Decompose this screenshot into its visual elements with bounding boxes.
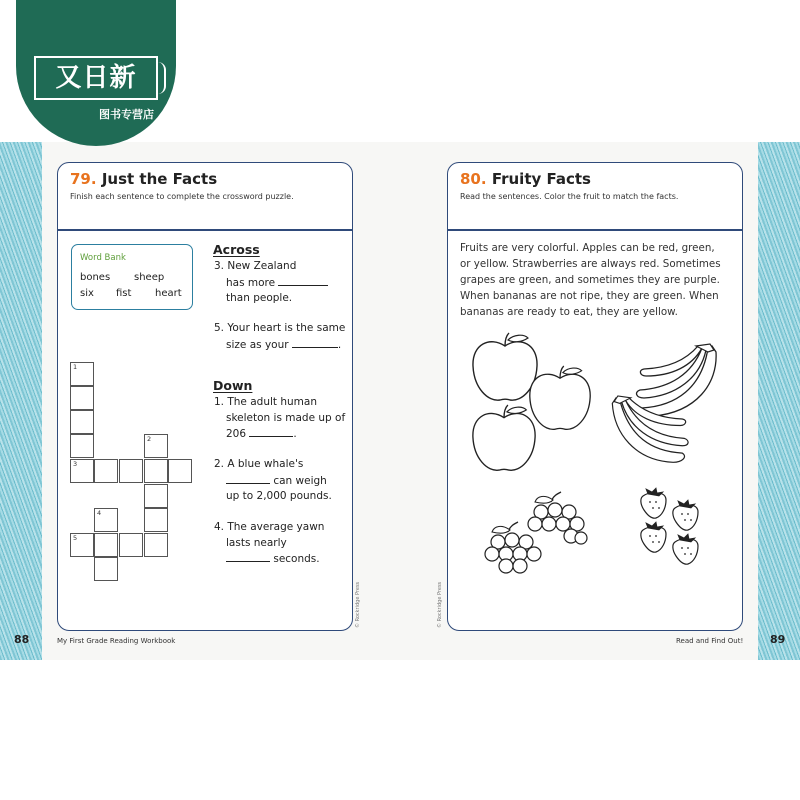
left-edge-stripe — [0, 142, 42, 660]
clue-text: . — [337, 338, 342, 351]
grapes-icon[interactable] — [484, 522, 546, 580]
clue-line: 1. The adult human — [214, 396, 317, 408]
crossword-cell[interactable] — [168, 459, 192, 483]
crossword-cell-number: 3 — [73, 460, 78, 468]
right-panel-divider — [447, 229, 743, 231]
right-activity-number: 80. — [460, 170, 487, 188]
clue-line — [214, 275, 328, 292]
down-heading: Down — [213, 378, 253, 393]
crossword-cell-number: 5 — [73, 534, 78, 542]
clue-text: can weigh — [273, 474, 327, 487]
crossword-cell[interactable] — [144, 459, 168, 483]
clue-line: 2. A blue whale's — [214, 458, 304, 470]
right-footer: Read and Find Out! — [676, 637, 744, 645]
strawberry-icon[interactable] — [638, 488, 668, 520]
banana-icon[interactable] — [610, 396, 692, 466]
right-activity-title — [460, 170, 591, 188]
paragraph-line: grapes are green, and sometimes they are purple. — [460, 274, 720, 286]
right-edge-stripe — [758, 142, 800, 660]
apple-icon[interactable] — [470, 404, 538, 474]
clue-line: 5. Your heart is the same — [214, 322, 346, 334]
paragraph-line: When bananas are not ripe, they are green. When — [460, 290, 719, 302]
left-panel-divider — [57, 229, 353, 231]
crossword-cell[interactable] — [70, 386, 94, 410]
store-logo-subtitle: 图书专营店 — [99, 108, 154, 121]
clue-text: size as your — [226, 338, 289, 351]
answer-blank — [226, 473, 270, 484]
paragraph-line: or yellow. Strawberries are always red. Sometimes — [460, 258, 721, 270]
left-activity-name: Just the Facts — [101, 170, 218, 188]
crossword-cell[interactable] — [94, 459, 118, 483]
word-bank-word: heart — [155, 288, 182, 299]
left-copyright: © Rockridge Press — [355, 581, 361, 628]
right-page-number: 89 — [770, 633, 786, 646]
clue-text: seconds. — [273, 553, 320, 566]
down-clue-2 — [214, 457, 332, 505]
fruit-facts-paragraph — [460, 240, 740, 320]
left-activity-number: 79. — [70, 170, 97, 188]
left-instructions: Finish each sentence to complete the crossword puzzle. — [70, 192, 294, 201]
strawberry-icon[interactable] — [638, 522, 668, 554]
crossword-cell[interactable] — [119, 459, 143, 483]
crossword-cell-number: 1 — [73, 363, 78, 371]
crossword-cell[interactable] — [94, 557, 118, 581]
answer-blank — [226, 551, 270, 562]
right-activity-name: Fruity Facts — [491, 170, 591, 188]
left-page-number: 88 — [14, 633, 30, 646]
right-copyright: © Rockridge Press — [437, 581, 443, 628]
clue-line: 3. New Zealand — [214, 260, 297, 272]
clue-line: lasts nearly — [226, 536, 287, 549]
strawberry-icon[interactable] — [670, 534, 700, 566]
clue-text: . — [293, 428, 297, 441]
crossword-cell[interactable] — [144, 508, 168, 532]
clue-line: up to 2,000 pounds. — [226, 490, 332, 503]
answer-blank — [249, 426, 293, 437]
word-bank-word: sheep — [134, 272, 165, 283]
store-logo-title: 又日新 — [55, 63, 137, 93]
clue-line: than people. — [226, 292, 293, 305]
down-clue-1 — [214, 395, 345, 443]
clue-line — [214, 473, 332, 490]
down-clue-4 — [214, 520, 324, 568]
left-footer: My First Grade Reading Workbook — [57, 637, 176, 645]
clue-line — [214, 337, 345, 354]
crossword-cell[interactable] — [119, 533, 143, 557]
clue-line — [214, 551, 324, 568]
crossword-cell[interactable] — [144, 484, 168, 508]
word-bank-word: bones — [80, 272, 111, 283]
crossword-cell-number: 4 — [97, 509, 102, 517]
crossword-cell[interactable] — [70, 434, 94, 458]
right-instructions: Read the sentences. Color the fruit to match the facts. — [460, 192, 679, 201]
clue-text: has more — [226, 276, 276, 289]
across-clue-5 — [214, 321, 345, 353]
crossword-cell[interactable] — [94, 533, 118, 557]
answer-blank — [278, 275, 328, 286]
across-clue-3 — [214, 259, 328, 307]
clue-line: 4. The average yawn — [214, 521, 325, 533]
paragraph-line: bananas are ready to eat, they are yellow. — [460, 306, 678, 318]
word-bank-title: Word Bank — [80, 253, 126, 263]
crossword-cell[interactable] — [70, 410, 94, 434]
clue-text: 206 — [226, 428, 247, 441]
word-bank-word: fist — [116, 288, 132, 299]
store-logo-badge — [16, 0, 176, 146]
clue-line: skeleton is made up of — [226, 411, 346, 424]
left-activity-title — [70, 170, 217, 188]
clue-line — [214, 426, 345, 443]
answer-blank — [292, 337, 338, 348]
strawberry-icon[interactable] — [670, 500, 700, 532]
crossword-cell[interactable] — [144, 533, 168, 557]
crossword-cell-number: 2 — [147, 435, 152, 443]
across-heading: Across — [213, 242, 260, 257]
word-bank-word: six — [80, 288, 94, 299]
paragraph-line: Fruits are very colorful. Apples can be red, green, — [460, 242, 715, 254]
